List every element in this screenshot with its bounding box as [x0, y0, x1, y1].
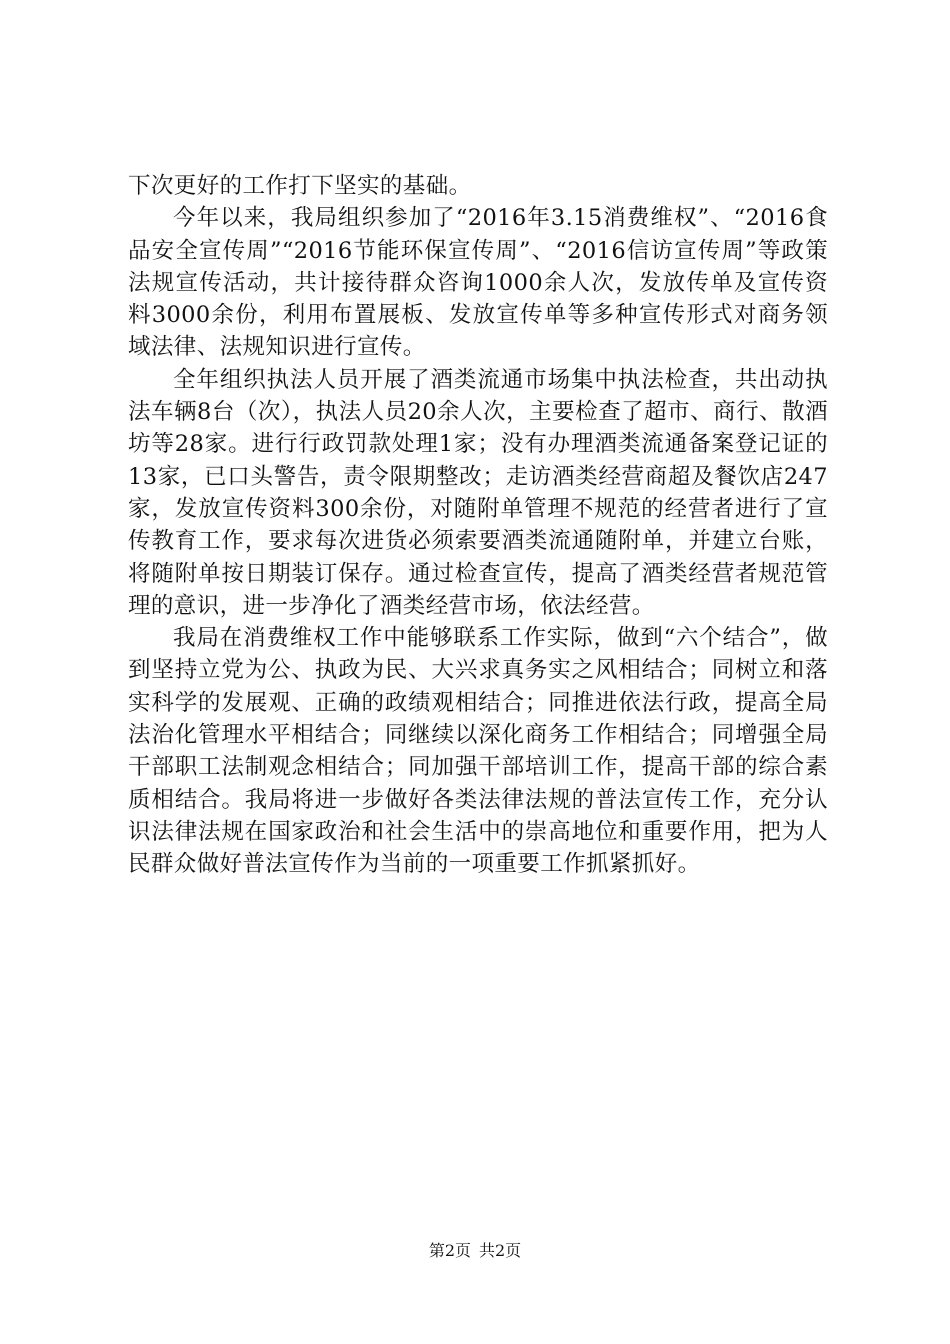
- paragraph-publicity-activities: 今年以来，我局组织参加了“2016年3.15消费维权”、“2016食品安全宣传周”“2016节能环保宣传周”、“2016信访宣传周”等政策法规宣传活动，共计接待群众咨询1000余人次，发放传单及宣传资料3000余份，利用布置展板、发放宣传单等多种宣传形式对商务领域法律、法规知识进行宣传。: [128, 205, 828, 361]
- paragraph-liquor-inspection: 全年组织执法人员开展了酒类流通市场集中执法检查，共出动执法车辆8台（次），执法人员20余人次，主要检查了超市、商行、散酒坊等28家。进行行政罚款处理1家；没有办理酒类流通备案登记证的13家，已口头警告，责令限期整改；走访酒类经营商超及餐饮店247家，发放宣传资料300余份，对随附单管理不规范的经营者进行了宣传教育工作，要求每次进货必须索要酒类流通随附单，并建立台账，将随附单按日期装订保存。通过检查宣传，提高了酒类经营者规范管理的意识，进一步净化了酒类经营市场，依法经营。: [128, 366, 828, 619]
- paragraph-six-combinations: 我局在消费维权工作中能够联系工作实际，做到“六个结合”，做到坚持立党为公、执政为民、大兴求真务实之风相结合；同树立和落实科学的发展观、正确的政绩观相结合；同推进依法行政，提高全局法治化管理水平相结合；同继续以深化商务工作相结合；同增强全局干部职工法制观念相结合；同加强干部培训工作，提高干部的综合素质相结合。我局将进一步做好各类法律法规的普法宣传工作，充分认识法律法规在国家政治和社会生活中的崇高地位和重要作用，把为人民群众做好普法宣传作为当前的一项重要工作抓紧抓好。: [128, 625, 828, 878]
- page-footer: [0, 1241, 950, 1261]
- page-total: 共2页: [479, 1241, 522, 1260]
- paragraph-continuation: 下次更好的工作打下坚实的基础。: [128, 173, 472, 199]
- document-body: [128, 170, 828, 881]
- page-number: 第2页: [428, 1241, 471, 1260]
